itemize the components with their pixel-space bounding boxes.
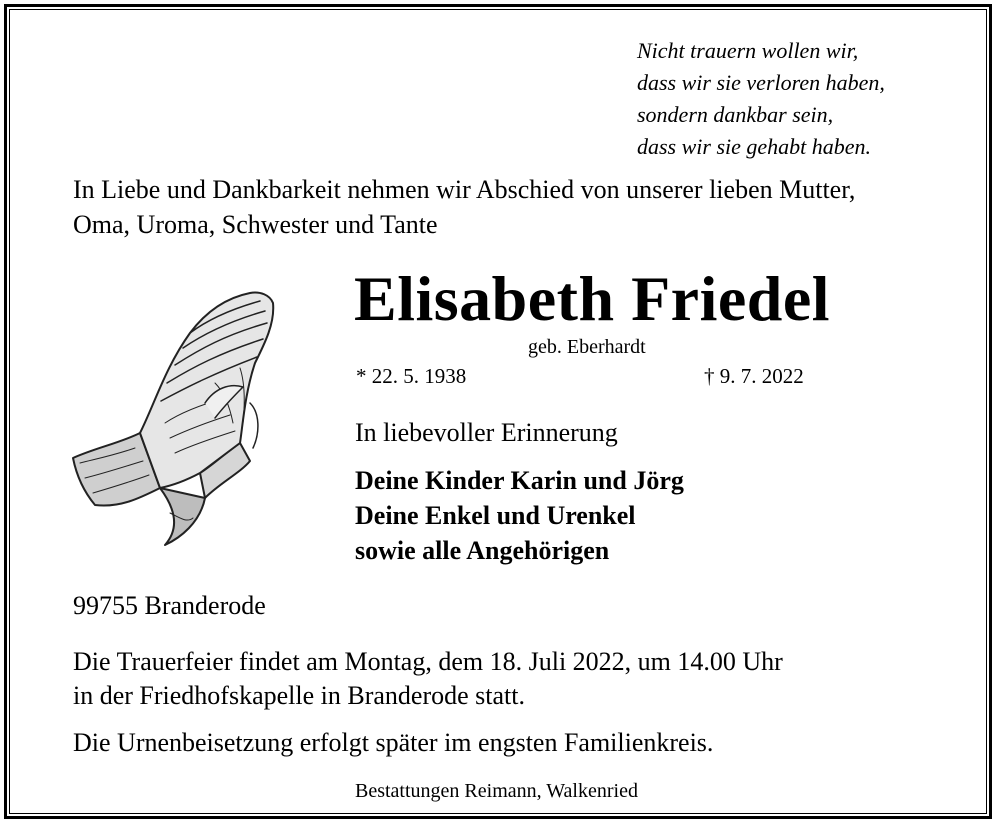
poem-line: sondern dankbar sein, bbox=[637, 102, 834, 127]
intro-text bbox=[73, 172, 855, 242]
service-line: in der Friedhofskapelle in Branderode statt. bbox=[73, 681, 525, 710]
intro-line: In Liebe und Dankbarkeit nehmen wir Abschied von unserer lieben Mutter, bbox=[73, 175, 856, 204]
urn-info: Die Urnenbeisetzung erfolgt später im engsten Familienkreis. bbox=[73, 728, 714, 757]
family-line: Deine Enkel und Urenkel bbox=[355, 501, 636, 530]
praying-hands-icon bbox=[65, 283, 285, 553]
deceased-name: Elisabeth Friedel bbox=[354, 263, 831, 334]
poem bbox=[637, 35, 885, 163]
service-info bbox=[73, 645, 783, 713]
family-line: Deine Kinder Karin und Jörg bbox=[355, 466, 684, 495]
family-line: sowie alle Angehörigen bbox=[355, 536, 610, 565]
memory-text: In liebevoller Erinnerung bbox=[355, 418, 618, 447]
poem-line: dass wir sie verloren haben, bbox=[637, 70, 885, 95]
service-line: Die Trauerfeier findet am Montag, dem 18. Juli 2022, um 14.00 Uhr bbox=[73, 647, 783, 676]
maiden-name: geb. Eberhardt bbox=[528, 336, 646, 358]
intro-line: Oma, Uroma, Schwester und Tante bbox=[73, 210, 438, 239]
family-list bbox=[355, 463, 684, 568]
birth-date: * 22. 5. 1938 bbox=[356, 364, 467, 388]
poem-line: dass wir sie gehabt haben. bbox=[637, 134, 872, 159]
poem-line: Nicht trauern wollen wir, bbox=[637, 38, 859, 63]
death-date: † 9. 7. 2022 bbox=[704, 364, 804, 388]
place: 99755 Branderode bbox=[73, 591, 266, 620]
undertaker: Bestattungen Reimann, Walkenried bbox=[355, 780, 638, 802]
